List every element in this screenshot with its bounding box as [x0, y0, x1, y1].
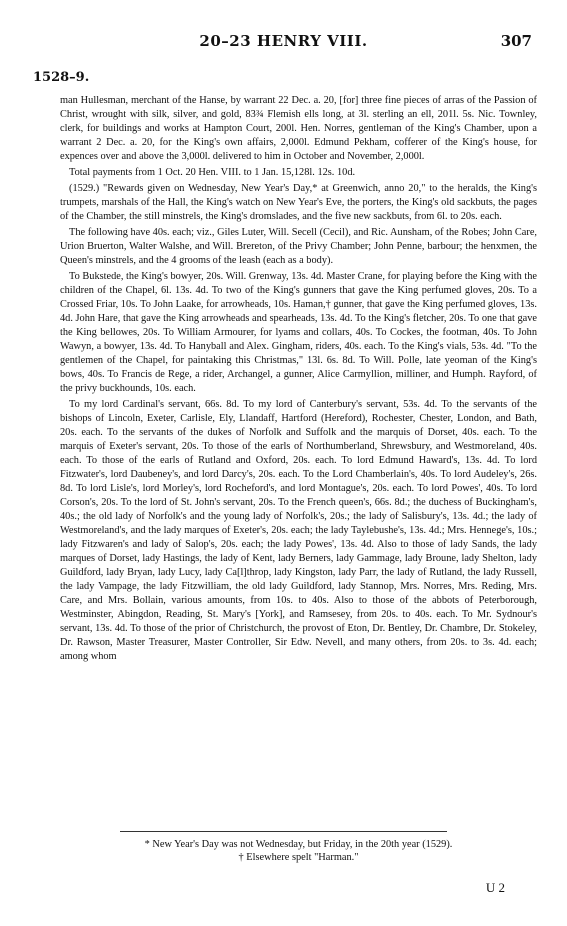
paragraph: To Bukstede, the King's bowyer, 20s. Will. Grenway, 13s. 4d. Master Crane, for playing before the King with the children of the Chapel, 6l. 13s. 4d. To two of the King's gunners that gave the King perfumed gloves, 20s. To a Crossed Friar, 10s. To John Laake, for arrowheads, 10s. Haman,† gunner, that gave the King perfumed gloves, 13s. 4d. John Hare, that gave the King arrowheads and spearheads, 13s. 4d. To the King's fletcher, 20s. To one that gave the King bellowes, 20s. To William Armourer, for lyams and collars, 40s. To Cockes, the footman, 40s. To John Wawyn, a bowyer, 13s. 4d. To Hanyball and Alex. Gingham, riders, 40s. each. To the King's vials, 53s. 4d. "To the gentlemen of the Chapel, for paintaking this Christmas," 13l. 6s. 8d. To Will. Polle, late yeoman of the King's bows, 40s. To Francis de Rege, a rider, Archangel, a gunner, Alice Carmyllion, milliner, and Humph. Rayford, of the privy buckhounds, 10s. each.: [60, 271, 537, 394]
paragraph: man Hullesman, merchant of the Hanse, by warrant 22 Dec. a. 20, [for] three fine pieces of arras of the Passion of Christ, wrought with silk, silver, and gold, 83¾ Flemish ells long, at 3l. sterling an ell, 201l. 5s. Nic. Townley, clerk, for buildings and works at Hampton Court, 200l. Hen. Norres, gentleman of the King's Chamber, upon a warrant 2 Dec. a. 20, for the King's own affairs, 2,000l. Edmund Pekham, cofferer of the King's house, for expences over and above the 3,000l. delivered to him in October and November, 2,000l.: [60, 95, 537, 162]
footnote: † Elsewhere spelt "Harman.": [238, 852, 359, 863]
paragraph: (1529.) "Rewards given on Wednesday, New Year's Day,* at Greenwich, anno 20," to the heralds, the King's trumpets, marshals of the Hall, the King's watch on New Year's Eve, the porters, the King's old sackbuts, the pages of the Chamber, the still minstrels, the King's dromslades, and the five new sackbuts, from 6l. to 20s. each.: [60, 183, 537, 222]
signature-mark: U 2: [485, 880, 505, 895]
paragraph: The following have 40s. each; viz., Giles Luter, Will. Secell (Cecil), and Ric. Aunsham, of the Robes; John Care, Urion Bruerton, Walter Walshe, and Will. Brereton, of the Privy Chamber; John Penne, barbour; the henxmen, the Queen's minstrels, and the 4 grooms of the leash (each as a body).: [60, 227, 537, 266]
footnotes: [60, 838, 537, 864]
page-header: [0, 32, 567, 54]
body-text: [60, 94, 537, 666]
year-margin-label: 1528–9.: [33, 70, 90, 85]
running-title: 20–23 HENRY VIII.: [199, 32, 368, 50]
footnote-divider: [120, 831, 447, 832]
footnote: * New Year's Day was not Wednesday, but Friday, in the 20th year (1529).: [144, 839, 453, 850]
page-number: 307: [500, 32, 532, 50]
paragraph: Total payments from 1 Oct. 20 Hen. VIII. to 1 Jan. 15,128l. 12s. 10d.: [69, 167, 356, 178]
paragraph: To my lord Cardinal's servant, 66s. 8d. To my lord of Canterbury's servant, 53s. 4d. To the servants of the bishops of Lincoln, Exeter, Carlisle, Ely, Llandaff, Hartford (Hereford), Rochester, Chester, London, and Bath, 20s. each. To the servants of the dukes of Norfolk and Suffolk and the marquis of Dorset, 40s. each. To the marquis of Exeter's servant, 20s. To those of the earls of Northumberland, Shrewsbury, and Westmoreland, 40s. each. To those of the earls of Rutland and Oxford, 20s. each. To lord Edmund Haward's, 13s. 4d. To lord Fitzwater's, lord Daubeney's, and lord Darcy's, 20s. each. To the Lord Chamberlain's, 40s. To lord Audeley's, 26s. 8d. To lord Lisle's, lord Morley's, lord Rocheford's, and lord Montague's, 20s. each. To lord Powes', 40s. To lord Corson's, 20s. To the lord of St. John's servant, 20s. To the French queen's, 66s. 8d.; the duchess of Buckingham's, 40s.; the old lady of Norfolk's and the young lady of Norfolk's, 20s.; the lady of Salisbury's, 13s. 4d.; the lady of Westmoreland's, and the lady marques of Exeter's, 20s. each; the lady Taylebushe's, 13s. 4d.; Mrs. Hennege's, 10s.; lady Fitzwaren's and lady of Salop's, 20s. each; the lady Powes', 13s. 4d. Also to those of lady Sands, the lady marques of Dorset, lady Hastings, the lady of Kent, lady Berners, lady Gammage, lady Broune, lady Shelton, lady Guildford, lady Bryan, lady Lucy, lady Ca[l]throp, lady Kingston, lady Parr, the lady of Rutland, the lady Russell, the lady Vampage, the lady Fitzwilliam, the old lady Guildford, lady Stannop, Mrs. Norres, Mrs. Reding, Mrs. Care, and Mrs. Bollain, various amounts, from 10s. to 40s. Also to those of the abbots of Peterborough, Westminster, Abingdon, Reading, St. Mary's [York], and Ramsesey, from 20s. to 40s. each. To Mr. Sydnour's servant, 13s. 4d. To those of the prior of Christchurch, the provost of Eton, Dr. Bentley, Dr. Chambre, Dr. Stokeley, Dr. Rawson, Master Treasurer, Master Controller, Sir Edw. Nevell, and many others, from 20s. to 3s. 4d. each; among whom: [60, 399, 537, 662]
